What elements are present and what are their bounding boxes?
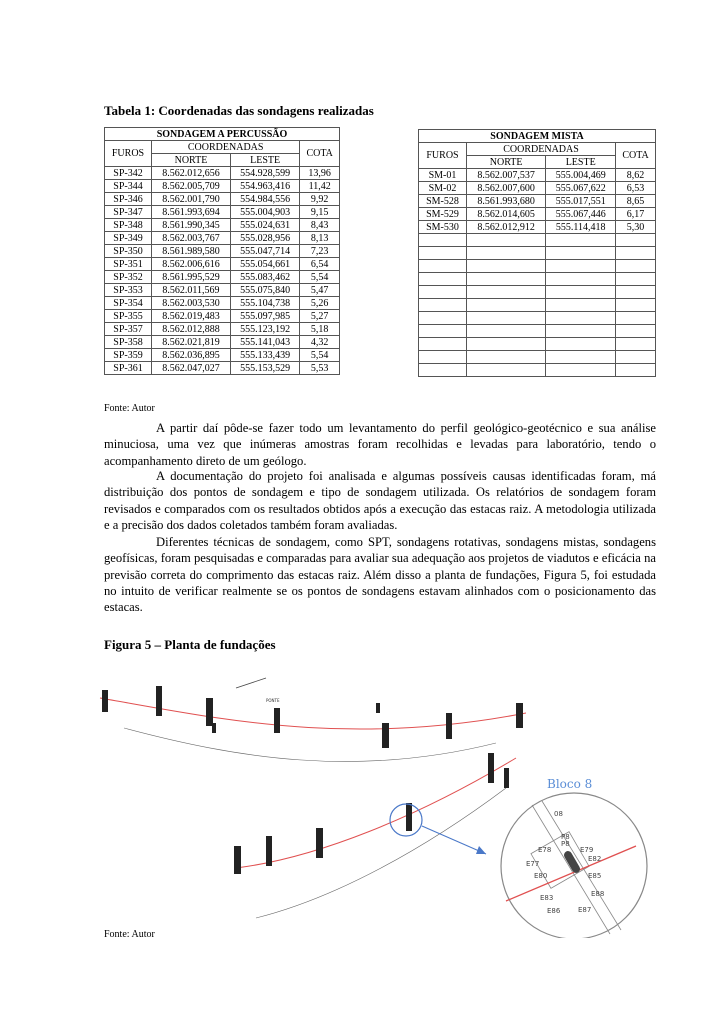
leste-cell: 555.024,631: [230, 219, 299, 232]
furo-cell: SP-361: [105, 362, 152, 375]
cota-cell: 5,47: [300, 284, 340, 297]
norte-cell: 8.561.990,345: [152, 219, 231, 232]
percussion-table: [104, 127, 340, 375]
leste-cell: 554.963,416: [230, 180, 299, 193]
svg-text:P8: P8: [561, 840, 570, 848]
empty-cell: [419, 351, 467, 364]
leste-cell: 555.054,661: [230, 258, 299, 271]
norte-cell: 8.562.011,569: [152, 284, 231, 297]
empty-cell: [616, 273, 656, 286]
empty-table-row: [419, 338, 656, 351]
alignment-line-lower: [236, 758, 516, 868]
furo-cell: SP-348: [105, 219, 152, 232]
furo-cell: SP-354: [105, 297, 152, 310]
empty-cell: [419, 247, 467, 260]
cota-cell: 11,42: [300, 180, 340, 193]
mixed-header: SONDAGEM MISTA: [419, 130, 656, 143]
svg-text:E86: E86: [547, 907, 561, 915]
furo-cell: SM-530: [419, 221, 467, 234]
empty-cell: [546, 299, 616, 312]
empty-table-row: [419, 273, 656, 286]
leste-cell: 554.928,599: [230, 167, 299, 180]
col-furos: FUROS: [105, 141, 152, 167]
furo-cell: SP-353: [105, 284, 152, 297]
leste-cell: 555.004,903: [230, 206, 299, 219]
col-coordenadas: COORDENADAS: [152, 141, 300, 154]
paragraph-1: A partir daí pôde-se fazer todo um levantamento do perfil geológico-geotécnico e sua análise minuciosa, uma vez que inúmeras amostras foram recolhidas e levadas para laboratório, tendo o acompanhamento direto de um geólogo.: [104, 421, 656, 468]
table-row: [105, 193, 340, 206]
empty-cell: [546, 273, 616, 286]
empty-cell: [546, 325, 616, 338]
figure-source: Fonte: Autor: [104, 929, 155, 940]
detail-arrowhead: [476, 846, 486, 854]
cota-cell: 13,96: [300, 167, 340, 180]
pier-group-lower: [234, 753, 509, 874]
furo-cell: SM-01: [419, 169, 467, 182]
leste-cell: 555.017,551: [546, 195, 616, 208]
empty-table-row: [419, 364, 656, 377]
percussion-header: SONDAGEM A PERCUSSÃO: [105, 128, 340, 141]
cota-cell: 7,23: [300, 245, 340, 258]
table-row: [419, 208, 656, 221]
paragraph-2: A documentação do projeto foi analisada e algumas possíveis causas identificadas foram, má distribuição dos pontos de sondagem e tipo de sondagem utilizada. Os relatórios de sondagem foram revisados e comparados com os resultados obtidos após a execução das estacas raiz. A metodologia utilizada e a precisão dos dados coletados também foram avaliadas.: [104, 469, 656, 532]
col-norte: NORTE: [152, 154, 231, 167]
col-furos: FUROS: [419, 143, 467, 169]
cota-cell: 9,92: [300, 193, 340, 206]
cota-cell: 5,26: [300, 297, 340, 310]
pier-group-upper: [102, 686, 523, 748]
table-row: [105, 271, 340, 284]
furo-cell: SP-358: [105, 336, 152, 349]
norte-cell: 8.562.012,888: [152, 323, 231, 336]
svg-text:E82: E82: [588, 855, 602, 863]
table-row: [105, 219, 340, 232]
empty-table-row: [419, 286, 656, 299]
furo-cell: SM-529: [419, 208, 467, 221]
norte-cell: 8.561.993,680: [466, 195, 545, 208]
empty-cell: [419, 273, 467, 286]
cota-cell: 8,65: [616, 195, 656, 208]
norte-cell: 8.562.012,912: [466, 221, 545, 234]
leste-cell: 555.104,738: [230, 297, 299, 310]
svg-text:E77: E77: [526, 860, 540, 868]
leste-cell: 555.133,439: [230, 349, 299, 362]
svg-text:E88: E88: [591, 890, 605, 898]
empty-cell: [419, 325, 467, 338]
table-row: [105, 180, 340, 193]
mixed-table: [418, 129, 656, 377]
empty-cell: [419, 286, 467, 299]
norte-cell: 8.562.021,819: [152, 336, 231, 349]
table-row: [105, 245, 340, 258]
empty-cell: [419, 312, 467, 325]
col-cota: COTA: [616, 143, 656, 169]
table-row: [105, 336, 340, 349]
empty-cell: [546, 312, 616, 325]
norte-cell: 8.562.005,709: [152, 180, 231, 193]
table-row: [105, 284, 340, 297]
empty-cell: [616, 247, 656, 260]
empty-cell: [616, 338, 656, 351]
table-row: [105, 323, 340, 336]
svg-text:E83: E83: [540, 894, 554, 902]
norte-cell: 8.562.012,656: [152, 167, 231, 180]
empty-cell: [546, 338, 616, 351]
cota-cell: 8,62: [616, 169, 656, 182]
empty-cell: [466, 234, 545, 247]
svg-text:P8: P8: [561, 833, 570, 841]
leste-cell: 555.004,469: [546, 169, 616, 182]
empty-cell: [546, 234, 616, 247]
north-arrow-stroke: [236, 678, 266, 688]
leste-cell: 555.067,622: [546, 182, 616, 195]
empty-cell: [466, 351, 545, 364]
cota-cell: 6,54: [300, 258, 340, 271]
furo-cell: SP-347: [105, 206, 152, 219]
norte-cell: 8.562.019,483: [152, 310, 231, 323]
empty-cell: [466, 247, 545, 260]
furo-cell: SP-344: [105, 180, 152, 193]
bloco-8-label: Bloco 8: [547, 777, 593, 791]
norte-cell: 8.562.014,605: [466, 208, 545, 221]
detail-arrow: [422, 826, 486, 854]
leste-cell: 555.047,714: [230, 245, 299, 258]
table-row: [105, 167, 340, 180]
furo-cell: SM-528: [419, 195, 467, 208]
leste-cell: 554.984,556: [230, 193, 299, 206]
detail-labels: [526, 810, 604, 915]
table-row: [105, 297, 340, 310]
empty-cell: [546, 247, 616, 260]
empty-table-row: [419, 247, 656, 260]
alignment-line-upper: [100, 698, 526, 729]
furo-cell: SP-355: [105, 310, 152, 323]
empty-cell: [616, 351, 656, 364]
leste-cell: 555.083,462: [230, 271, 299, 284]
furo-cell: SP-351: [105, 258, 152, 271]
empty-table-row: [419, 299, 656, 312]
empty-table-row: [419, 325, 656, 338]
table-source: Fonte: Autor: [104, 403, 155, 414]
empty-cell: [419, 364, 467, 377]
norte-cell: 8.562.006,616: [152, 258, 231, 271]
empty-table-row: [419, 351, 656, 364]
empty-table-row: [419, 312, 656, 325]
furo-cell: SM-02: [419, 182, 467, 195]
col-cota: COTA: [300, 141, 340, 167]
empty-table-row: [419, 260, 656, 273]
norte-cell: 8.561.993,694: [152, 206, 231, 219]
norte-cell: 8.562.007,537: [466, 169, 545, 182]
cota-cell: 8,43: [300, 219, 340, 232]
col-leste: LESTE: [230, 154, 299, 167]
cota-cell: 5,27: [300, 310, 340, 323]
cota-cell: 5,54: [300, 271, 340, 284]
furo-cell: SP-346: [105, 193, 152, 206]
col-leste: LESTE: [546, 156, 616, 169]
empty-cell: [616, 312, 656, 325]
norte-cell: 8.562.036,895: [152, 349, 231, 362]
empty-cell: [616, 286, 656, 299]
cota-cell: 6,17: [616, 208, 656, 221]
empty-cell: [616, 260, 656, 273]
svg-text:08: 08: [554, 810, 563, 818]
empty-cell: [466, 325, 545, 338]
leste-cell: 555.123,192: [230, 323, 299, 336]
svg-text:PONTE: PONTE: [266, 698, 280, 703]
table-row: [105, 232, 340, 245]
empty-cell: [419, 338, 467, 351]
norte-cell: 8.562.003,767: [152, 232, 231, 245]
empty-cell: [616, 299, 656, 312]
foundation-plan-drawing: [96, 668, 656, 938]
leste-cell: 555.153,529: [230, 362, 299, 375]
svg-text:E87: E87: [578, 906, 592, 914]
empty-cell: [546, 351, 616, 364]
empty-cell: [616, 325, 656, 338]
leste-cell: 555.141,043: [230, 336, 299, 349]
empty-cell: [546, 286, 616, 299]
table-row: [419, 169, 656, 182]
table-row: [419, 221, 656, 234]
empty-cell: [466, 338, 545, 351]
norte-cell: 8.562.001,790: [152, 193, 231, 206]
figure-title: Figura 5 – Planta de fundações: [104, 637, 276, 652]
cota-cell: 5,54: [300, 349, 340, 362]
leste-cell: 555.114,418: [546, 221, 616, 234]
cota-cell: 4,32: [300, 336, 340, 349]
svg-text:E78: E78: [538, 846, 552, 854]
paragraph-3: Diferentes técnicas de sondagem, como SPT, sondagens rotativas, sondagens mistas, sondagens geofísicas, foram pesquisadas e comparadas para avaliar sua adequação aos projetos de viadutos e eficácia na previsão correta do comprimento das estacas raiz. Além disso a planta de fundações, Figura 5, foi estudada no intuito de verificar realmente se os pontos de sondagens estavam alinhados com o posicionamento das estacas.: [104, 535, 656, 615]
empty-cell: [546, 260, 616, 273]
empty-table-row: [419, 234, 656, 247]
col-norte: NORTE: [466, 156, 545, 169]
furo-cell: SP-349: [105, 232, 152, 245]
table-row: [105, 206, 340, 219]
furo-cell: SP-359: [105, 349, 152, 362]
cota-cell: 5,18: [300, 323, 340, 336]
empty-cell: [419, 260, 467, 273]
leste-cell: 555.075,840: [230, 284, 299, 297]
table-title: Tabela 1: Coordenadas das sondagens realizadas: [104, 103, 374, 118]
norte-cell: 8.561.995,529: [152, 271, 231, 284]
table-row: [105, 349, 340, 362]
furo-cell: SP-357: [105, 323, 152, 336]
table-row: [419, 182, 656, 195]
cota-cell: 5,53: [300, 362, 340, 375]
empty-cell: [466, 260, 545, 273]
table-row: [419, 195, 656, 208]
empty-cell: [419, 299, 467, 312]
norte-cell: 8.561.989,580: [152, 245, 231, 258]
empty-cell: [546, 364, 616, 377]
norte-cell: 8.562.047,027: [152, 362, 231, 375]
empty-cell: [466, 286, 545, 299]
empty-cell: [616, 364, 656, 377]
table-row: [105, 258, 340, 271]
dimension-line-upper: [124, 728, 496, 762]
norte-cell: 8.562.007,600: [466, 182, 545, 195]
leste-cell: 555.028,956: [230, 232, 299, 245]
svg-text:E80: E80: [534, 872, 548, 880]
leste-cell: 555.097,985: [230, 310, 299, 323]
empty-cell: [466, 273, 545, 286]
leste-cell: 555.067,446: [546, 208, 616, 221]
table-row: [105, 362, 340, 375]
cota-cell: 8,13: [300, 232, 340, 245]
dimension-line-lower: [256, 788, 506, 918]
furo-cell: SP-352: [105, 271, 152, 284]
furo-cell: SP-350: [105, 245, 152, 258]
furo-cell: SP-342: [105, 167, 152, 180]
cota-cell: 5,30: [616, 221, 656, 234]
svg-text:E85: E85: [588, 872, 602, 880]
norte-cell: 8.562.003,530: [152, 297, 231, 310]
empty-cell: [466, 364, 545, 377]
svg-text:E79: E79: [580, 846, 594, 854]
col-coordenadas: COORDENADAS: [466, 143, 615, 156]
empty-cell: [466, 299, 545, 312]
table-row: [105, 310, 340, 323]
cota-cell: 9,15: [300, 206, 340, 219]
cota-cell: 6,53: [616, 182, 656, 195]
empty-cell: [616, 234, 656, 247]
empty-cell: [419, 234, 467, 247]
empty-cell: [466, 312, 545, 325]
